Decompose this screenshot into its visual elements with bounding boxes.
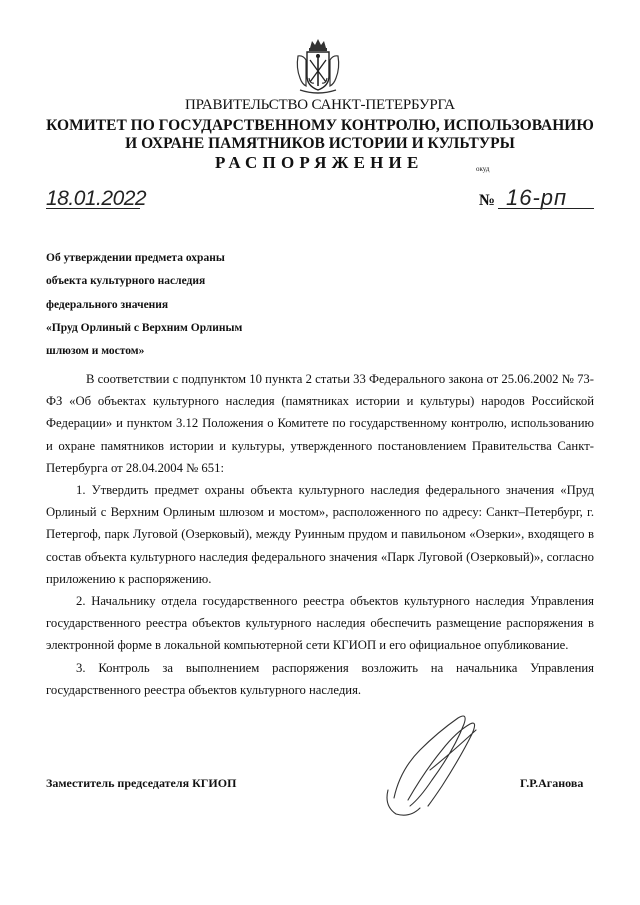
item-1-paragraph: 1. Утвердить предмет охраны объекта культурного наследия федерального значения «Пруд Орлиный с Верхним Орлиным шлюзом и мостом», расположенного по адресу: Санкт–Петербург, г. Петергоф, парк Луговой (Озерковый), между Руинным прудом и павильоном «Озерки», входящего в состав объекта культурного наследия федерального значения «Парк Луговой (Озерковый)», согласно приложению к распоряжению. [46, 483, 594, 586]
preamble-paragraph: В соответствии с подпунктом 10 пункта 2 статьи 33 Федерального закона от 25.06.2002 № 73-ФЗ «Об объектах культурного наследия (памятниках истории и культуры) народов Российской Федерации» и пунктом 3.12 Положения о Комитете по государственному контролю, использованию и охране памятников истории и культуры, утвержденного постановлением Правительства Санкт-Петербурга от 28.04.2004 № 651: [46, 372, 594, 475]
document-subject [46, 247, 346, 363]
document-number: 16-рп [506, 185, 568, 210]
committee-name-line1: КОМИТЕТ ПО ГОСУДАРСТВЕННОМУ КОНТРОЛЮ, ИСПОЛЬЗОВАНИЮ [46, 117, 594, 134]
item-2-paragraph: 2. Начальнику отдела государственного реестра объектов культурного наследия Управления государственного реестра объектов культурного наследия обеспечить размещение распоряжения в электронной форме в локальной компьютерной сети КГИОП и его официальное опубликование. [46, 594, 594, 653]
document-type-title: РАСПОРЯЖЕНИЕ [215, 153, 424, 172]
subject-line: федерального значения [46, 298, 169, 311]
date-underline [46, 208, 140, 209]
government-name: ПРАВИТЕЛЬСТВО САНКТ-ПЕТЕРБУРГА [185, 97, 455, 113]
item-3-paragraph: 3. Контроль за выполнением распоряжения возложить на начальника Управления государственного реестра объектов культурного наследия. [46, 660, 594, 697]
number-underline [498, 208, 594, 209]
coat-of-arms-emblem [294, 38, 342, 96]
document-date: 18.01.2022 [46, 187, 147, 210]
committee-name-line2: И ОХРАНЕ ПАМЯТНИКОВ ИСТОРИИ И КУЛЬТУРЫ [125, 135, 515, 152]
document-body [46, 368, 594, 701]
subject-line: Об утверждении предмета охраны [46, 252, 225, 264]
handwritten-signature [380, 710, 500, 820]
signatory-position: Заместитель председателя КГИОП [46, 776, 237, 790]
subject-line: шлюзом и мостом» [46, 345, 145, 358]
number-sign: № [479, 192, 496, 209]
subject-line: «Пруд Орлиный с Верхним Орлиным [46, 321, 243, 334]
signatory-name: Г.Р.Аганова [520, 776, 584, 790]
subject-line: объекта культурного наследия [46, 275, 206, 288]
okud-label: окуд [476, 165, 490, 173]
